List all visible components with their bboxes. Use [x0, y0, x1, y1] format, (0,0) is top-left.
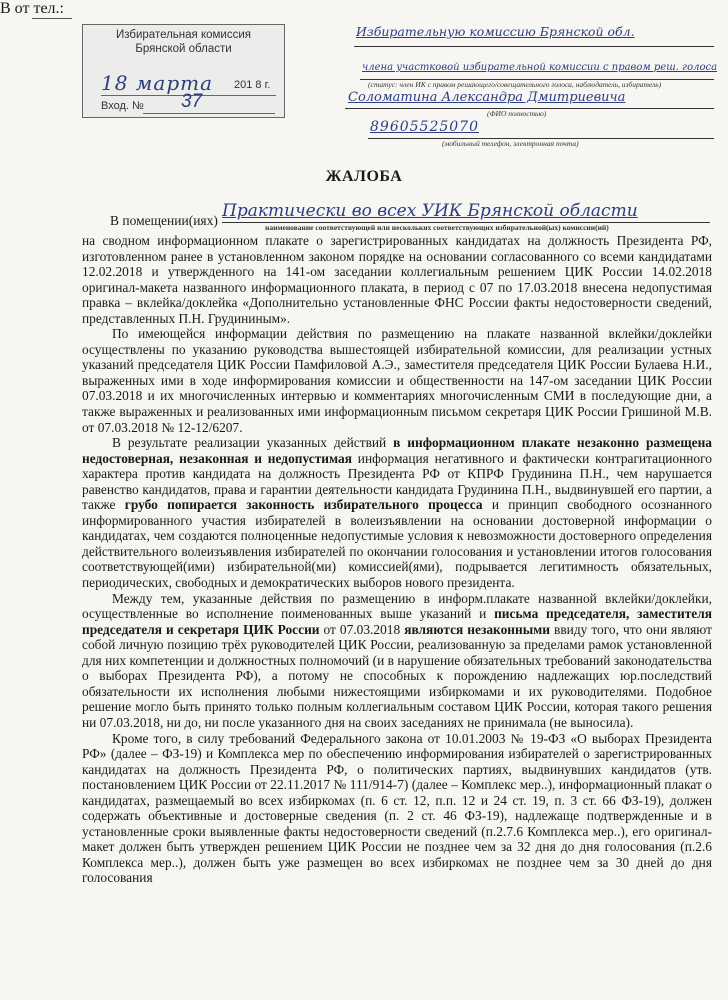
paragraph-4-bold-2: являются незаконными [404, 621, 550, 637]
premises-caption: наименование соответствующей или нескольких соответствующих избирательной(ых) комиссии(ий) [265, 223, 609, 232]
paragraph-2: По имеющейся информации действия по размещению на плакате названной вклейки/доклейки осуществлены по указанию руководства вышестоящей избирательной комиссии, для реализации устных указаний председателя ЦИК России Памфиловой А.Э., заместителя председателя ЦИК России Булаева Н.И., выраженных ими в ходе информирования комиссии и общественности на 147-ом заседании ЦИК России 07.03.2018 и их многочисленных интервью и комментариях многочисленным СМИ в последующие дни, а также выраженных и реализованных ими информационным письмом секретаря ЦИК России Гришиной М.В. от 07.03.2018 № 12-12/6207. [82, 326, 712, 435]
from-caption: (статус: член ИК с правом решающего/совещательного голоса, наблюдатель, избиратель) [368, 80, 662, 89]
phone-value: 89605525070 [370, 119, 479, 135]
to-label: В [0, 0, 11, 17]
stamp-entry-label: Вход. № [101, 100, 144, 112]
stamp-date-handwritten: 18 марта [101, 71, 214, 95]
registration-stamp [82, 24, 285, 118]
stamp-entry-number: 37 [181, 91, 203, 112]
phone-label: тел.: [33, 0, 64, 17]
paragraph-3 [82, 435, 712, 590]
paragraph-3-part-a: В результате реализации указанных действий [112, 435, 394, 451]
to-value: Избирательную комиссию Брянской обл. [356, 24, 635, 39]
to-line [354, 46, 714, 47]
top-edge-mark [32, 18, 72, 19]
complaint-body [82, 233, 712, 886]
paragraph-4 [82, 591, 712, 731]
stamp-org-line2: Брянской области [135, 43, 232, 55]
document-title: ЖАЛОБА [325, 168, 403, 185]
paragraph-3-bold-2: грубо попирается законность избирательного процесса [124, 497, 483, 513]
paragraph-4-part-c: от 07.03.2018 [319, 621, 405, 637]
paragraph-4-part-a: Между тем, указанные действия по размещению в информ.плакате названной вклейки/доклейки, осуществленные во исполнение поименованных выше указаний и [82, 590, 712, 622]
stamp-entry-line [143, 113, 275, 114]
stamp-year: 201 8 г. [234, 79, 271, 91]
premises-value: Практически во всех УИК Брянской области [222, 201, 638, 221]
paragraph-1: на сводном информационном плакате о зарегистрированных кандидатах на должность Президента РФ, изготовленном ранее в установленном законом порядке на основании согласованного со всеми кандидатами 12.02.2018 и утвержденного на 141-ом заседании коллегиальным решением ЦИК России 14.02.2018 оригинал-макета названного информационного плаката, в период с 07 по 17.03.2018 внесена недопустимая правка – вклейка/доклейка «Дополнительно установленные ФНС России факты недостоверности сведений, представленных П.Н. Грудининым». [82, 233, 712, 326]
stamp-org-line1: Избирательная комиссия [115, 29, 252, 41]
phone-caption: (мобильный телефон, электронная почта) [442, 139, 579, 148]
paragraph-3-bold-1: в информационном плакате незаконно размещена недостоверная, незаконная и недопустимая [82, 435, 712, 466]
name-value: Соломатина Александра Дмитриевича [348, 90, 626, 105]
paragraph-4-part-e: ввиду того, что они являют собой личную позицию трёх руководителей ЦИК России, реализованную за пределами рамок установленной для них компетенции и должностных полномочий (и в нарушение обязательных требований законодательства о выборах Президента РФ), а потому не способных к порождению надлежащих юр.последствий обязательности их исполнения любыми нижестоящими избиркомами и их руководителями. Подобное решение могло быть принято только полным коллегиальным составом ЦИК России, которая такого решения ни 07.03.2018, ни до, ни после указанного дня на своих заседаниях не принимала (не выносила). [82, 621, 712, 730]
paragraph-3-part-c: информация негативного и фактически контрагитационного характера против кандидата на должность Президента РФ от КПРФ Грудинина П.Н., чем нарушается равенство кандидатов, права и гарантии деятельности кандидата Грудинина П.Н., выдвинувшей его партии, а также [82, 450, 712, 513]
paragraph-3-part-e: и принцип свободного осознанного информированного участия избирателей в волеизъявлении на основании достоверной информации о кандидатах, чем создаются полноценные недопустимые условия к невозможности достоверного определения действительного волеизъявления избирателей по окончании голосования и установлении итогов голосования соответствующей(ими) избирательной(ми) комиссией(ями), подрывается легитимность обязательных, периодических, свободных и демократических выборов нового президента. [82, 497, 712, 591]
premises-label: В помещении(иях) [110, 213, 218, 228]
name-caption: (ФИО полностью) [487, 109, 547, 118]
paragraph-4-bold-1: письма председателя, заместителя председателя и секретаря ЦИК России [82, 606, 712, 637]
paragraph-5: Кроме того, в силу требований Федерального закона от 10.01.2003 № 19-ФЗ «О выборах Президента РФ» (далее – ФЗ-19) и Комплекса мер по обеспечению информирования избирателей о зарегистрированных кандидатах на должность Президента РФ, о политических партиях, выдвинувших кандидатов (утв. постановлением ЦИК России от 22.11.2017 № 111/914-7) (далее – Комплекс мер..), информационный плакат о кандидатах, размещаемый во всех избиркомах (п. 6 ст. 12, п.п. 12 и 24 ст. 19, п. 3 ст. 66 ФЗ-19), должен содержать объективные и достоверные сведения (п. 2 ст. 46 ФЗ-19), надлежаще подтвержденные и в установленные сроки выявленные факты недостоверности сведений (п.2.7.6 Комплекса мер..), его оригинал-макет должен быть утвержден решением ЦИК России не позднее чем за 32 дня до дня голосования (п.2.6 Комплекса мер..), должен быть уже размещен во всех избиркомах не позднее чем за 30 дней до дня голосования [82, 730, 712, 886]
from-value: члена участковой избирательной комиссии с правом реш. голоса [362, 62, 718, 73]
from-label: от [14, 0, 30, 17]
